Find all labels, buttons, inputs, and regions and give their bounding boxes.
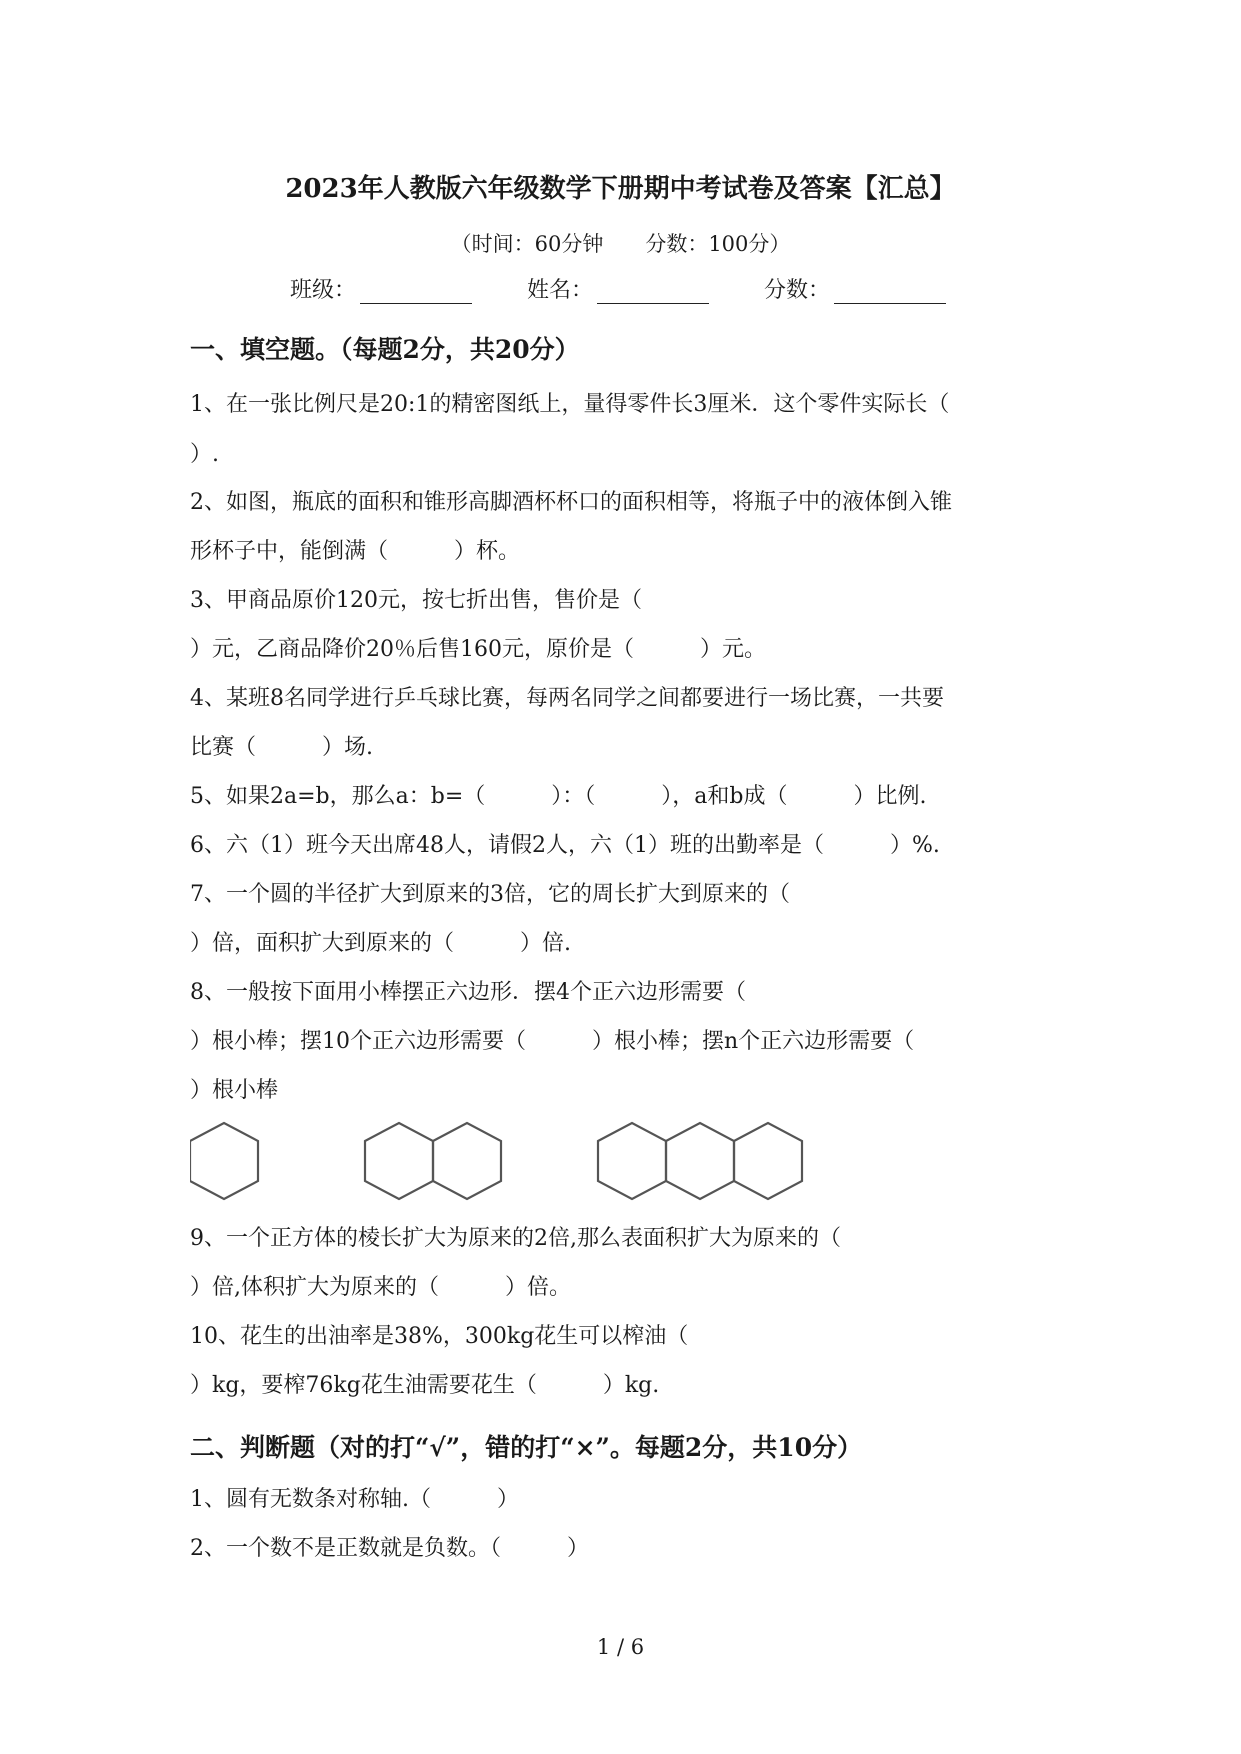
question-line: 形杯子中，能倒满（ ）杯。: [190, 539, 521, 564]
question-line: 10、花生的出油率是38%，300kg花生可以榨油（: [190, 1324, 689, 1349]
name-field: [527, 273, 709, 304]
question-line: 4、某班8名同学进行乒乓球比赛，每两名同学之间都要进行一场比赛，一共要: [190, 686, 944, 711]
name-label: 姓名：: [527, 278, 594, 303]
question-line: 1、在一张比例尺是20:1的精密图纸上，量得零件长3厘米．这个零件实际长（: [190, 392, 950, 417]
question-line: ）根小棒: [190, 1078, 279, 1103]
question-line: ）.: [190, 442, 219, 467]
question-line: 9、一个正方体的棱长扩大为原来的2倍,那么表面积扩大为原来的（: [190, 1226, 841, 1251]
question-line: ）倍,体积扩大为原来的（ ）倍。: [190, 1275, 571, 1300]
question-line: ）倍，面积扩大到原来的（ ）倍.: [190, 931, 571, 956]
question-line: ）元，乙商品降价20％后售160元，原价是（ ）元。: [190, 637, 766, 662]
score-field: [764, 273, 946, 304]
score-blank[interactable]: [834, 281, 946, 304]
question-line: 5、如果2a=b，那么a：b=（ ）：（ ），a和b成（ ）比例.: [190, 784, 927, 809]
question-line: ）根小棒；摆10个正六边形需要（ ）根小棒；摆n个正六边形需要（: [190, 1029, 915, 1054]
triple-hexagon-3: [734, 1123, 802, 1199]
question-line: 1、圆有无数条对称轴.（ ）: [190, 1487, 519, 1512]
page-title: 2023年人教版六年级数学下册期中考试卷及答案【汇总】: [285, 174, 956, 204]
section-heading-fill-in: 一、填空题。（每题2分，共20分）: [190, 335, 580, 364]
class-label: 班级：: [290, 278, 357, 303]
double-hexagon-right: [433, 1123, 501, 1199]
question-line: 8、一般按下面用小棒摆正六边形．摆4个正六边形需要（: [190, 980, 746, 1005]
class-field: [290, 273, 472, 304]
question-line: ）kg，要榨76kg花生油需要花生（ ）kg.: [190, 1373, 660, 1398]
section-heading-true-false: 二、判断题（对的打“√”，错的打“×”。每题2分，共10分）: [190, 1433, 863, 1462]
hexagon-sticks-figure: [190, 1118, 830, 1204]
exam-time-score: （时间：60分钟 分数：100分）: [450, 232, 791, 256]
question-line: 7、一个圆的半径扩大到原来的3倍，它的周长扩大到原来的（: [190, 882, 790, 907]
triple-hexagon-1: [598, 1123, 666, 1199]
name-blank[interactable]: [597, 281, 709, 304]
question-line: 比赛（ ）场.: [190, 735, 373, 760]
question-line: 2、如图，瓶底的面积和锥形高脚酒杯杯口的面积相等，将瓶子中的液体倒入锥: [190, 490, 952, 515]
question-line: 3、甲商品原价120元，按七折出售，售价是（: [190, 588, 642, 613]
score-label: 分数：: [764, 278, 831, 303]
triple-hexagon-2: [666, 1123, 734, 1199]
page-number: 1 / 6: [596, 1635, 645, 1659]
question-line: 2、一个数不是正数就是负数。（ ）: [190, 1536, 589, 1561]
question-line: 6、六（1）班今天出席48人，请假2人，六（1）班的出勤率是（ ）%.: [190, 833, 940, 858]
class-blank[interactable]: [360, 281, 472, 304]
double-hexagon-left: [365, 1123, 433, 1199]
single-hexagon: [190, 1123, 258, 1199]
